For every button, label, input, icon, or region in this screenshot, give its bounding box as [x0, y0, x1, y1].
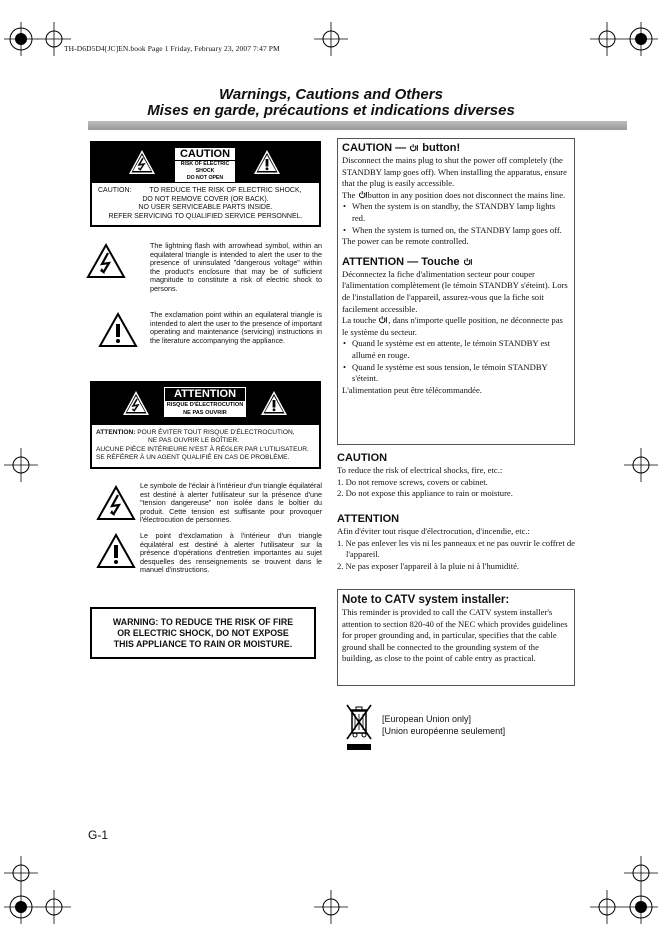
- warning-box: [90, 607, 316, 659]
- attention-label-text3: AUCUNE PIÈCE INTÉRIEURE N'EST À RÉGLER PAR L'UTILISATEUR.: [96, 445, 309, 453]
- attention-touche-p2a: La touche: [342, 315, 377, 326]
- attention-heading: ATTENTION: [337, 513, 400, 525]
- attention-touche-p2: [342, 315, 570, 338]
- caution-label-prefix: CAUTION:: [98, 187, 132, 194]
- caution-power-heading: [342, 141, 570, 155]
- list-item: • When the system is on standby, the STANDBY lamp lights red.: [352, 201, 570, 224]
- attention-touche-p1: Déconnectez la fiche d'alimentation secteur pour couper l'alimentation complètement (le témoin STANDBY s'éteint). Lors de l'installation de l'appareil, assurez-vous que la fiche soit facilement accessible.: [342, 268, 568, 314]
- eu-note-line2: [Union européenne seulement]: [382, 726, 506, 736]
- power-standby-icon: [358, 190, 368, 199]
- list-item: • When the system is turned on, the STANDBY lamp goes off.: [352, 225, 570, 237]
- eu-note: [382, 713, 505, 737]
- caution-label-sub1: RISK OF ELECTRIC SHOCK: [180, 161, 230, 174]
- caution-power-bullets: [342, 201, 570, 236]
- catv-text: This reminder is provided to call the CATV system installer's attention to section 820-40 of the NEC which provides guidelines for proper grounding and, in particular, specifies that the cable ground shall be connected to the grounding system of the building, as close to the point of cable entry as practical.: [342, 607, 568, 664]
- exclamation-triangle-icon: [98, 312, 138, 348]
- registration-mark: [314, 22, 348, 56]
- registration-mark: [4, 856, 38, 890]
- registration-mark: [624, 448, 658, 482]
- registration-mark: [314, 890, 348, 924]
- caution-label-text2: DO NOT REMOVE COVER (OR BACK).: [142, 195, 269, 203]
- exclamation-triangle-icon: [253, 149, 281, 175]
- page-title: Warnings, Cautions and Others: [219, 86, 443, 103]
- caution-power-p3: The power can be remote controlled.: [342, 236, 469, 247]
- attention-touche-heading-text: ATTENTION — Touche: [342, 255, 460, 268]
- attention-section: [337, 512, 577, 572]
- registration-mark: [590, 22, 624, 56]
- registration-mark: [4, 22, 38, 56]
- caution-item-2: 2. Do not expose this appliance to rain or moisture.: [337, 488, 513, 499]
- page-number: G-1: [88, 828, 109, 842]
- power-standby-icon: [409, 143, 419, 152]
- lightning-triangle-icon: [122, 390, 150, 416]
- crossed-out-bin-icon: [345, 703, 373, 751]
- attention-label-text2: NE PAS OUVRIR LE BOÎTIER.: [148, 437, 240, 445]
- exclamation-explanation-en: The exclamation point within an equilateral triangle is intended to alert the user to the presence of important operating and maintenance (servicing) instructions in the literature accompanying the appliance.: [150, 310, 322, 345]
- attention-label: [90, 381, 321, 469]
- caution-label-text4: REFER SERVICING TO QUALIFIED SERVICE PERSONNEL.: [108, 212, 303, 220]
- list-item: • Quand le système est en attente, le témoin STANDBY est allumé en rouge.: [352, 338, 570, 361]
- registration-mark: [4, 448, 38, 482]
- exclamation-explanation-fr: Le point d'exclamation à l'intérieur d'un triangle équilatéral est destiné à alerter l'utilisateur sur la présence d'opérations d'entretien importantes au sujet desquelles des renseignements se trouvent dans le manuel d'instructions.: [140, 531, 322, 575]
- lightning-triangle-icon: [128, 149, 156, 175]
- lightning-triangle-icon: [86, 243, 126, 279]
- catv-heading: Note to CATV system installer:: [342, 594, 510, 606]
- caution-label-sub2: DO NOT OPEN: [186, 175, 224, 181]
- registration-mark: [624, 856, 658, 890]
- attention-item-2: 2. Ne pas exposer l'appareil à la pluie ni à l'humidité.: [337, 560, 520, 571]
- caution-label: [90, 141, 321, 227]
- attention-label-title: ATTENTION: [164, 387, 246, 402]
- caution-label-text3: NO USER SERVICEABLE PARTS INSIDE.: [138, 204, 273, 211]
- caution-power-p2: [342, 190, 570, 202]
- list-item: • Quand le système est sous tension, le témoin STANDBY s'éteint.: [352, 362, 570, 385]
- warning-line-2: OR ELECTRIC SHOCK, DO NOT EXPOSE: [117, 627, 289, 638]
- registration-mark: [624, 890, 658, 924]
- power-standby-icon: [378, 315, 388, 324]
- attention-label-sub2: NE PAS OUVRIR: [183, 409, 227, 416]
- lightning-triangle-icon: [96, 485, 136, 521]
- attention-touche-p2b: , dans n'importe quelle position, ne déconnecte pas le système du secteur.: [342, 315, 563, 337]
- registration-mark: [4, 890, 38, 924]
- warning-line-1: WARNING: TO REDUCE THE RISK OF FIRE: [112, 616, 294, 627]
- exclamation-triangle-icon: [96, 533, 136, 569]
- attention-item-1: 1. Ne pas enlever les vis ni les panneaux et ne pas ouvrir le coffret de l'appareil.: [337, 537, 575, 560]
- caution-power-p2a: The: [342, 189, 356, 200]
- caution-power-heading-end: button!: [422, 142, 461, 154]
- caution-intro: To reduce the risk of electrical shocks, fire, etc.:: [337, 465, 503, 475]
- attention-label-text4: SE RÉFÉRER À UN AGENT QUALIFIÉ EN CAS DE PROBLÈME.: [96, 453, 290, 461]
- lightning-explanation-en: The lightning flash with arrowhead symbol, within an equilateral triangle is intended to alert the user to the presence of uninsulated "dangerous voltage" within the product's enclosure that may be of sufficient magnitude to constitute a risk of electric shock to persons.: [150, 241, 322, 293]
- attention-label-text1: POUR ÉVITER TOUT RISQUE D'ÉLECTROCUTION,: [137, 429, 295, 436]
- attention-intro: Afin d'éviter tout risque d'électrocution, d'incendie, etc.:: [337, 526, 530, 536]
- attention-touche-p3: L'alimentation peut être télécommandée.: [342, 384, 482, 395]
- attention-touche-heading: [342, 255, 570, 269]
- caution-power-p1: Disconnect the mains plug to shut the power off completely (the STANDBY lamp goes off). When installing the apparatus, ensure that the plug is easily accessible.: [342, 155, 567, 189]
- caution-item-1: 1. Do not remove screws, covers or cabinet.: [337, 476, 488, 487]
- print-header: TH-D6D5D4[JC]EN.book Page 1 Friday, February 23, 2007 7:47 PM: [64, 44, 280, 53]
- caution-label-title: CAUTION: [175, 148, 235, 161]
- registration-mark: [624, 22, 658, 56]
- warning-line-3: THIS APPLIANCE TO RAIN OR MOISTURE.: [113, 638, 293, 649]
- catv-note-box: [337, 589, 575, 686]
- attention-label-sub1: RISQUE D'ÉLECTROCUTION: [166, 402, 244, 408]
- registration-mark: [37, 890, 71, 924]
- registration-mark: [590, 890, 624, 924]
- attention-touche-bullets: [342, 338, 570, 384]
- exclamation-triangle-icon: [260, 390, 288, 416]
- caution-label-text1: TO REDUCE THE RISK OF ELECTRIC SHOCK,: [149, 187, 302, 194]
- caution-power-box: [337, 138, 575, 445]
- title-divider-bar: [88, 121, 627, 130]
- attention-label-prefix: ATTENTION:: [96, 429, 136, 436]
- caution-heading: CAUTION: [337, 452, 388, 464]
- caution-section: [337, 451, 577, 500]
- page-title-french: Mises en garde, précautions et indications diverses: [147, 102, 515, 119]
- caution-power-heading-text: CAUTION —: [342, 142, 407, 154]
- power-standby-icon: [463, 257, 473, 266]
- caution-power-p2b: button in any position does not disconnect the mains line.: [367, 189, 566, 200]
- eu-note-line1: [European Union only]: [382, 714, 472, 724]
- lightning-explanation-fr: Le symbole de l'éclair à l'intérieur d'un triangle équilatéral est destiné à alerter l'utilisateur sur la présence d'une "tension dangereuse" non isolée dans le boîtier du produit. Cette tension est suffisante pour provoquer l'électrocution de personnes.: [140, 481, 322, 525]
